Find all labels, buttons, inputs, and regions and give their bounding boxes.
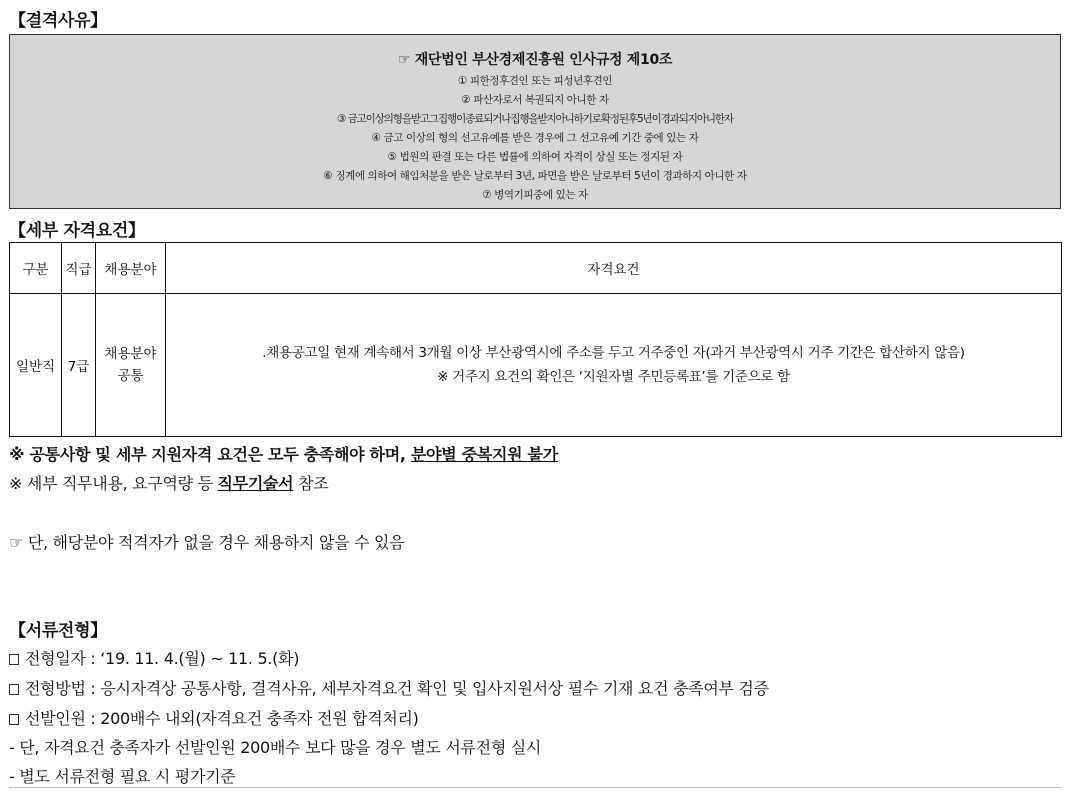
disqualification-item-4: ④ 금고 이상의 형의 선고유예를 받은 경우에 그 선고유예 기간 중에 있는 자 (371, 132, 699, 144)
header-requirements: 자격요건 (166, 243, 1062, 294)
cell-grade: 7급 (62, 294, 96, 437)
header-field: 채용분야 (96, 243, 166, 294)
screening-method (9, 676, 769, 699)
checkbox-bullet-icon (9, 684, 19, 695)
checkbox-bullet-icon (9, 714, 19, 725)
header-grade: 직급 (62, 243, 96, 294)
note1-main: ※ 공통사항 및 세부 지원자격 요건은 모두 충족해야 하며, (9, 445, 411, 464)
checkbox-bullet-icon (9, 654, 19, 665)
note-no-qualified: ☞ 단, 해당분야 적격자가 없을 경우 채용하지 않을 수 있음 (9, 533, 405, 552)
disqualification-item-5: ⑤ 법원의 판결 또는 다른 법률에 의하여 자격이 상실 또는 정지된 자 (387, 151, 683, 163)
disqualification-box (9, 34, 1061, 209)
header-category: 구분 (10, 243, 62, 294)
screening-dash-1: - 단, 자격요건 충족자가 선발인원 200배수 보다 많을 경우 별도 서류전형 실시 (9, 738, 542, 757)
disqualification-item-2: ② 파산자로서 복권되지 아니한 자 (461, 94, 609, 106)
details-heading: 【세부 자격요건】 (9, 221, 145, 241)
requirement-text: .채용공고일 현재 계속해서 3개월 이상 부산광역시에 주소를 두고 거주중인 자(과거 부산광역시 거주 기간은 합산하지 않음) (262, 345, 965, 361)
disqualification-item-1: ① 피한정후견인 또는 피성년후견인 (457, 75, 613, 87)
disqualification-heading: 【결격사유】 (9, 11, 107, 31)
screening-selection (9, 706, 419, 729)
cell-category: 일반직 (10, 294, 62, 437)
note-common-requirements (9, 442, 558, 465)
job-description-link[interactable]: 직무기술서 (217, 474, 294, 493)
requirement-note: ※ 거주지 요건의 확인은 ‘지원자별 주민등록표’를 기준으로 함 (437, 369, 790, 385)
screening-date-text: 전형일자 : ‘19. 11. 4.(월) ~ 11. 5.(화) (25, 649, 300, 668)
note2-prefix: ※ 세부 직무내용, 요구역량 등 (9, 474, 218, 493)
cell-field-line1: 채용분야 (104, 346, 157, 362)
disqualification-item-7: ⑦ 병역기피중에 있는 자 (482, 189, 588, 201)
disqualification-item-6: ⑥ 징계에 의하여 해임처분을 받은 날로부터 3년, 파면을 받은 날로부터 5년이 경과하지 아니한 자 (323, 170, 747, 182)
bottom-divider (9, 787, 1061, 788)
note1-emphasis: 분야별 중복지원 불가 (410, 445, 558, 464)
cell-field-line2: 공통 (117, 368, 144, 384)
screening-method-text: 전형방법 : 응시자격상 공통사항, 결격사유, 세부자격요건 확인 및 입사지원서상 필수 기재 요건 충족여부 검증 (25, 679, 769, 698)
cell-field (96, 294, 166, 437)
note-job-description (9, 471, 328, 494)
screening-date (9, 646, 299, 669)
requirements-table (9, 242, 1062, 437)
table-row (10, 294, 1062, 437)
table-header-row (10, 243, 1062, 294)
disqualification-title: ☞ 재단법인 부산경제진흥원 인사규정 제10조 (397, 52, 673, 68)
screening-dash-2: - 별도 서류전형 필요 시 평가기준 (9, 767, 236, 786)
note2-suffix: 참조 (293, 474, 329, 493)
screening-heading: 【서류전형】 (9, 621, 107, 641)
disqualification-item-3: ③ 금고이상의형을받고그집행이종료되거나집행을받지아니하기로확정된후5년이경과되지아니한자 (337, 113, 733, 125)
screening-selection-text: 선발인원 : 200배수 내외(자격요건 충족자 전원 합격처리) (25, 709, 419, 728)
cell-requirements (166, 294, 1062, 437)
